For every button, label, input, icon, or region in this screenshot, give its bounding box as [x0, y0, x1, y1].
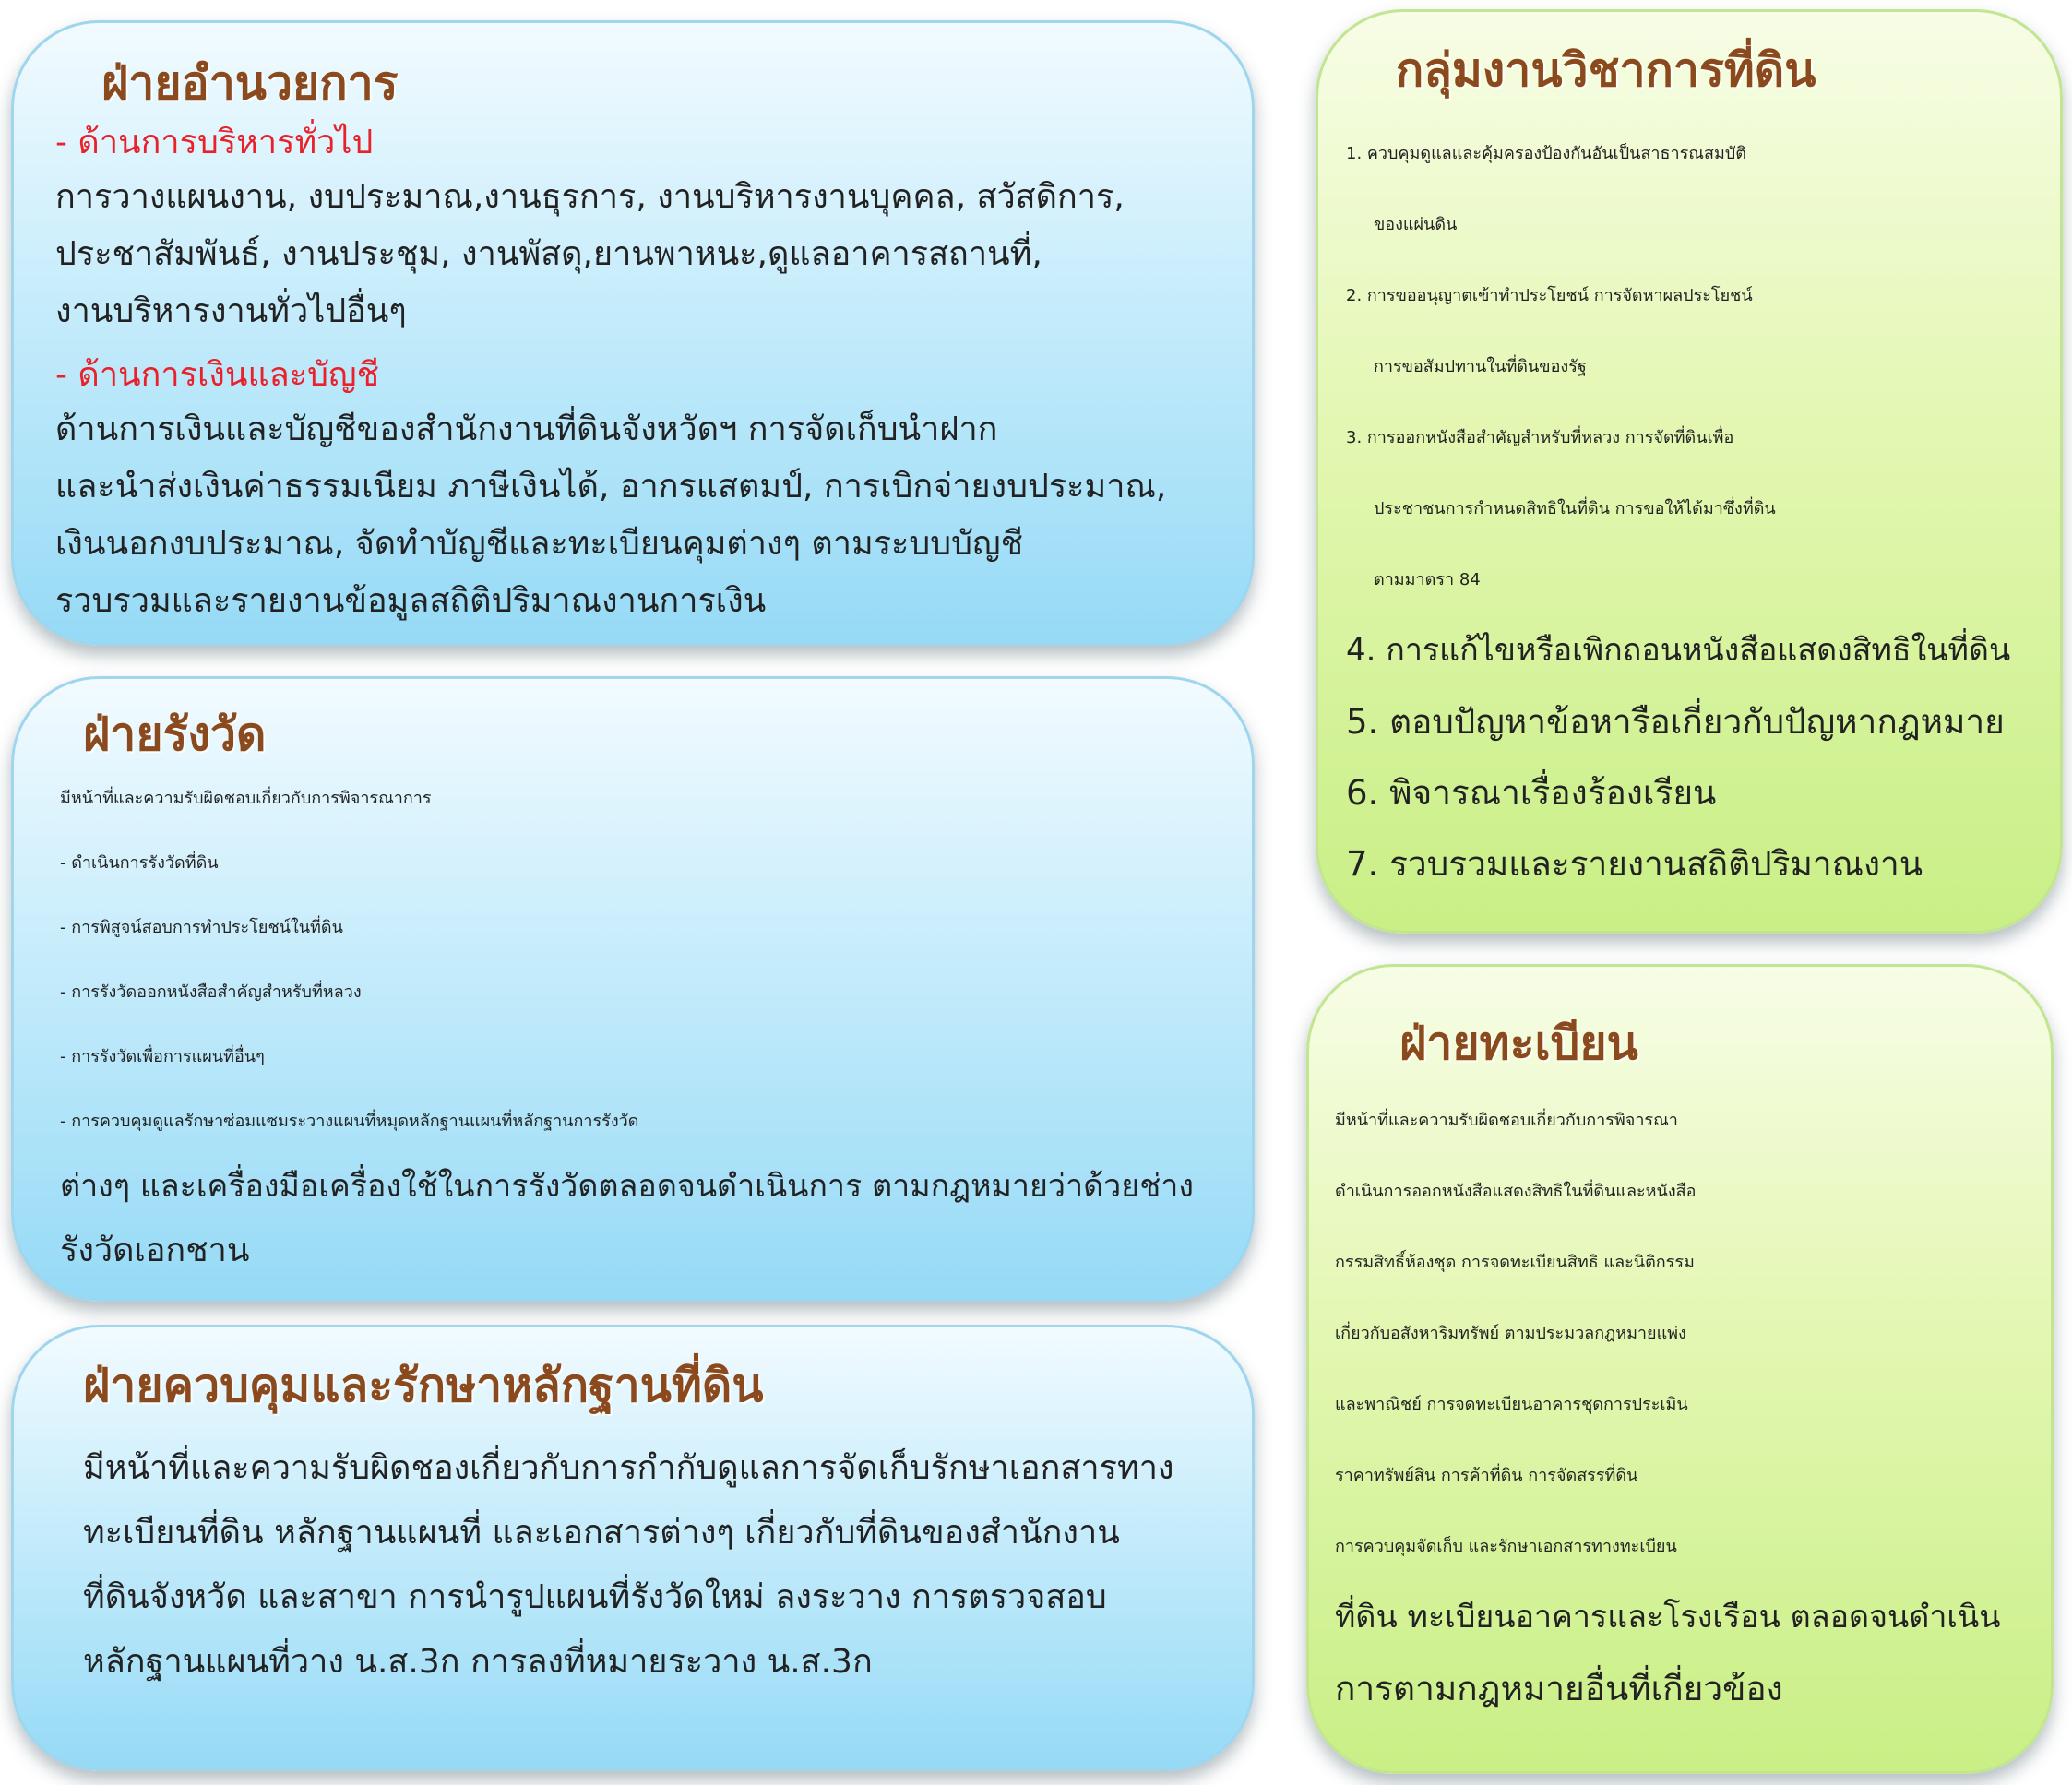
technical-card	[1316, 9, 2063, 934]
text-line: รวบรวมและรายงานข้อมูลสถิติปริมาณงานการเงิน	[55, 582, 767, 620]
text-line: มีหน้าที่และความรับผิดชองเกี่ยวกับการกำกับดูแลการจัดเก็บรักษาเอกสารทาง	[83, 1449, 1174, 1487]
list-item: 7. รวบรวมและรายงานสถิติปริมาณงาน	[1346, 844, 1923, 884]
text-line: งานบริหารงานทั่วไปอื่นๆ	[55, 292, 407, 330]
survey-text	[60, 767, 1194, 1283]
list-item: 5. ตอบปัญหาข้อหารือเกี่ยวกับปัญหากฎหมาย	[1346, 702, 2005, 742]
text-line: ราคาทรัพย์สิน การค้าที่ดิน การจัดสรรที่ดิน	[1335, 1466, 1638, 1485]
text-line: - การรังวัดออกหนังสือสำคัญสำหรับที่หลวง	[60, 982, 362, 1002]
text-line: ที่ดิน ทะเบียนอาคารและโรงเรือน ตลอดจนดำเนิน	[1335, 1599, 2001, 1636]
survey-title: ฝ่ายรังวัด	[83, 707, 267, 761]
text-line: - ดำเนินการรังวัดที่ดิน	[60, 853, 219, 873]
list-item: 2. การขออนุญาตเข้าทำประโยชน์ การจัดหาผลประโยชน์	[1346, 286, 1753, 305]
text-line: หลักฐานแผนที่วาง น.ส.3ก การลงที่หมายระวาง น.ส.3ก	[83, 1643, 873, 1681]
text-line: - การพิสูจน์สอบการทำประโยชน์ในที่ดิน	[60, 918, 343, 937]
list-item: 6. พิจารณาเรื่องร้องเรียน	[1346, 773, 1717, 813]
text-line: ทะเบียนที่ดิน หลักฐานแผนที่ และเอกสารต่างๆ เกี่ยวกับที่ดินของสำนักงาน	[83, 1514, 1120, 1552]
text-line: - การรังวัดเพื่อการแผนที่อื่นๆ	[60, 1047, 265, 1066]
admin-title: ฝ่ายอำนวยการ	[101, 55, 399, 110]
list-item: 4. การแก้ไขหรือเพิกถอนหนังสือแสดงสิทธิในที่ดิน	[1346, 632, 2011, 669]
admin-general-text	[55, 169, 1125, 340]
admin-finance-text	[55, 401, 1166, 630]
text-line: ประชาสัมพันธ์, งานประชุม, งานพัสดุ,ยานพาหนะ,ดูแลอาคารสถานที่,	[55, 235, 1042, 273]
control-text	[83, 1436, 1173, 1695]
text-line: การตามกฎหมายอื่นที่เกี่ยวข้อง	[1335, 1669, 1783, 1708]
registration-text	[1335, 1085, 2001, 1724]
list-item: 1. ควบคุมดูแลและคุ้มครองป้องกันอันเป็นสาธารณสมบัติ	[1346, 144, 1746, 163]
admin-sub-finance: - ด้านการเงินและบัญชี	[55, 356, 380, 394]
text-line: และนำส่งเงินค่าธรรมเนียม ภาษีเงินได้, อากรแสตมป์, การเบิกจ่ายงบประมาณ,	[55, 468, 1167, 506]
text-line: มีหน้าที่และความรับผิดชอบเกี่ยวกับการพิจารณา	[1335, 1111, 1678, 1130]
text-line: และพาณิชย์ การจดทะเบียนอาคารชุดการประเมิน	[1335, 1395, 1688, 1414]
admin-card	[11, 20, 1255, 646]
list-item-cont: การขอสัมปทานในที่ดินของรัฐ	[1374, 357, 1587, 376]
registration-title: ฝ่ายทะเบียน	[1399, 1016, 1638, 1070]
text-line: มีหน้าที่และความรับผิดชอบเกี่ยวกับการพิจารณาการ	[60, 789, 432, 808]
text-line: การควบคุมจัดเก็บ และรักษาเอกสารทางทะเบียน	[1335, 1537, 1677, 1556]
text-line: การวางแผนงาน, งบประมาณ,งานธุรการ, งานบริหารงานบุคคล, สวัสดิการ,	[55, 178, 1125, 216]
text-line: ที่ดินจังหวัด และสาขา การนำรูปแผนที่รังวัดใหม่ ลงระวาง การตรวจสอบ	[83, 1578, 1107, 1616]
list-item-cont: ตามมาตรา 84	[1374, 570, 1481, 589]
text-line: ด้านการเงินและบัญชีของสำนักงานที่ดินจังหวัดฯ การจัดเก็บนำฝาก	[55, 411, 998, 448]
text-line: - การควบคุมดูแลรักษาซ่อมแซมระวางแผนที่หมุดหลักฐานแผนที่หลักฐานการรังวัด	[60, 1112, 639, 1131]
list-item-cont: ของแผ่นดิน	[1374, 215, 1458, 234]
list-item: 3. การออกหนังสือสำคัญสำหรับที่หลวง การจัดที่ดินเพื่อ	[1346, 428, 1734, 447]
list-item-cont: ประชาชนการกำหนดสิทธิในที่ดิน การขอให้ได้มาซึ่งที่ดิน	[1374, 499, 1776, 518]
text-line: กรรมสิทธิ์ห้องชุด การจดทะเบียนสิทธิ และนิติกรรม	[1335, 1253, 1695, 1272]
admin-sub-general: - ด้านการบริหารทั่วไป	[55, 124, 374, 161]
registration-card	[1306, 964, 2054, 1774]
text-line: รังวัดเอกชาน	[60, 1232, 250, 1269]
text-line: เกี่ยวกับอสังหาริมทรัพย์ ตามประมวลกฎหมายแพ่ง	[1335, 1324, 1686, 1343]
control-card	[11, 1325, 1255, 1771]
survey-card	[11, 676, 1255, 1302]
control-title: ฝ่ายควบคุมและรักษาหลักฐานที่ดิน	[83, 1358, 764, 1412]
text-line: ดำเนินการออกหนังสือแสดงสิทธิในที่ดินและหนังสือ	[1335, 1182, 1697, 1201]
technical-title: กลุ่มงานวิชาการที่ดิน	[1396, 42, 1816, 97]
text-line: เงินนอกงบประมาณ, จัดทำบัญชีและทะเบียนคุมต่างๆ ตามระบบบัญชี	[55, 525, 1024, 563]
text-line: ต่างๆ และเครื่องมือเครื่องใช้ในการรังวัดตลอดจนดำเนินการ ตามกฎหมายว่าด้วยช่าง	[60, 1168, 1194, 1205]
technical-text	[1346, 118, 2010, 899]
